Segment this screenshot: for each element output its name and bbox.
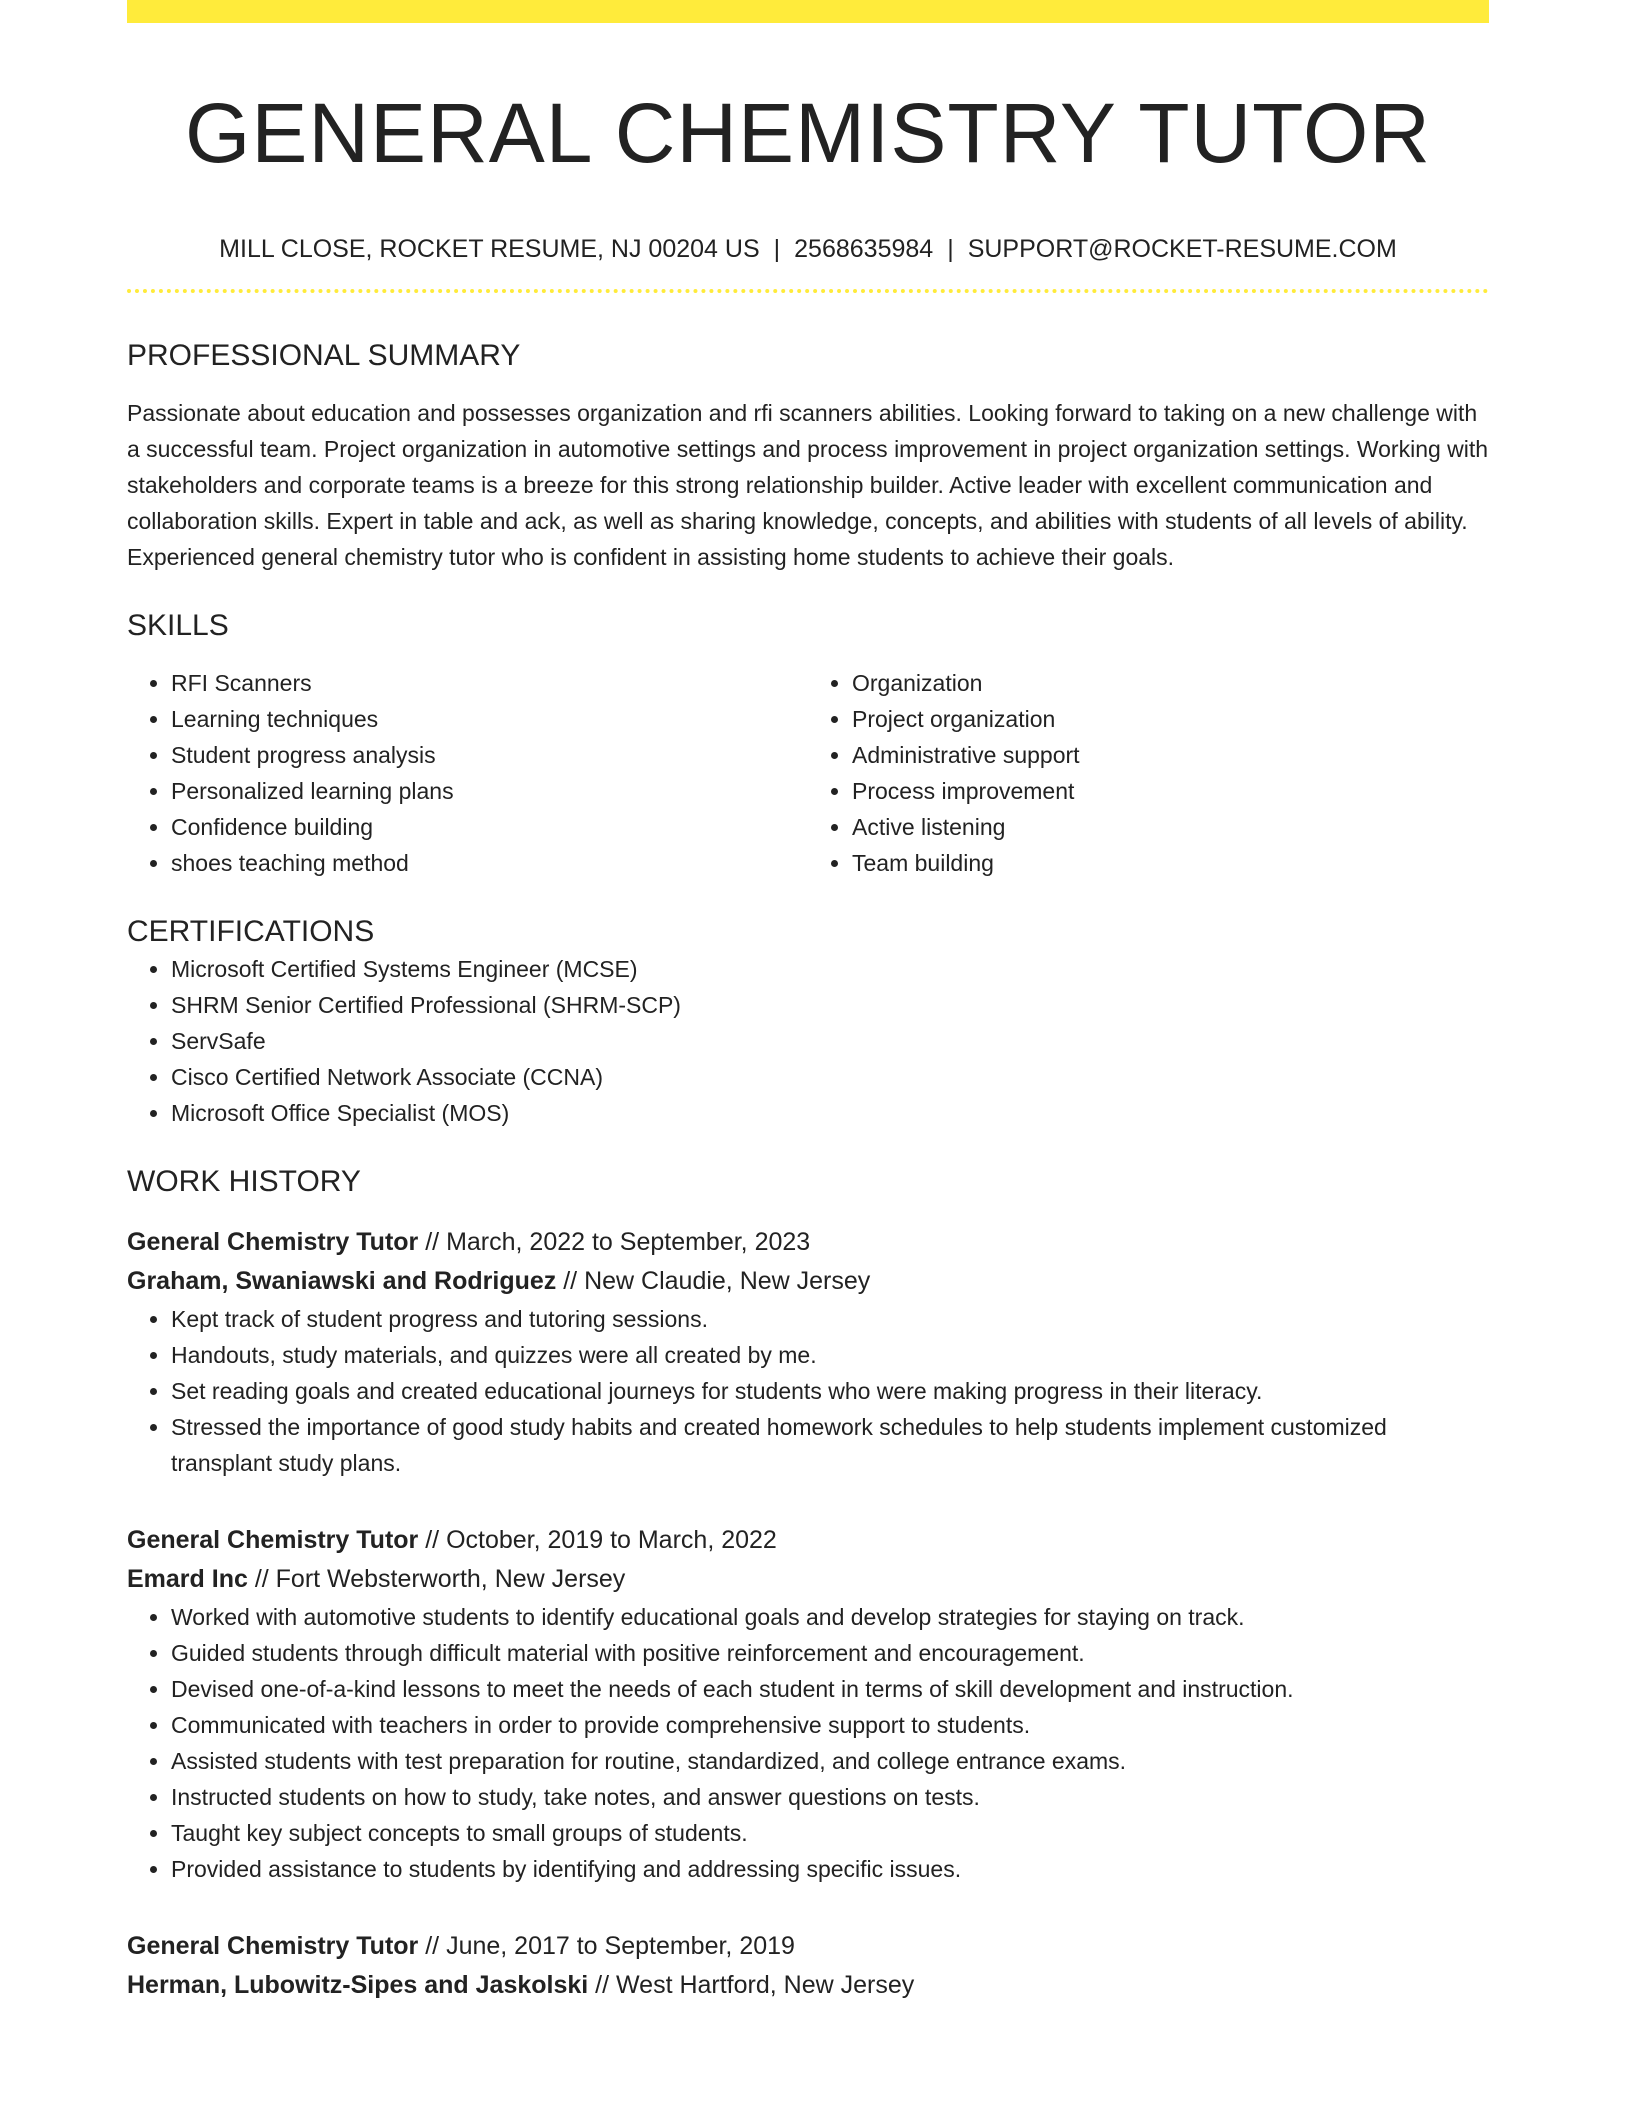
- job-bullet: • Assisted students with test preparation for routine, standardized, and college entrance exams.: [171, 1743, 1489, 1779]
- skill-item: • shoes teaching method: [171, 845, 808, 881]
- skill-item: • Personalized learning plans: [171, 773, 808, 809]
- job-role: General Chemistry Tutor: [127, 1228, 419, 1256]
- job-role-line: [127, 1927, 1489, 1966]
- job-entry: [127, 1223, 1489, 1481]
- skills-list-left: [127, 665, 808, 881]
- job-dates: // October, 2019 to March, 2022: [418, 1526, 777, 1554]
- job-dates: // June, 2017 to September, 2019: [418, 1932, 795, 1960]
- job-bullets: [127, 1599, 1489, 1887]
- job-company: Herman, Lubowitz-Sipes and Jaskolski: [127, 1971, 589, 1999]
- skill-item: • RFI Scanners: [171, 665, 808, 701]
- job-bullet: • Set reading goals and created educational journeys for students who were making progress in their literacy.: [171, 1373, 1489, 1409]
- skills-grid: [127, 665, 1489, 881]
- job-location: // New Claudie, New Jersey: [556, 1267, 871, 1295]
- section-title-certifications: CERTIFICATIONS: [127, 915, 375, 948]
- summary-text: Passionate about education and possesses organization and rfi scanners abilities. Looking forward to taking on a new challenge with a successful team. Project organization in automotive settings and process improvement in project organization settings. Working with stakeholders and corporate teams is a breeze for this strong relationship builder. Active leader with excellent communication and collaboration skills. Expert in table and ack, as well as sharing knowledge, concepts, and abilities with students of all levels of ability. Experienced general chemistry tutor who is confident in assisting home students to achieve their goals.: [127, 400, 1489, 570]
- skill-item: • Confidence building: [171, 809, 808, 845]
- skills-list-right: [808, 665, 1489, 881]
- job-role-line: [127, 1521, 1489, 1560]
- job-location: // Fort Websterworth, New Jersey: [247, 1565, 626, 1593]
- job-entry: [127, 1521, 1489, 1887]
- job-bullet: • Taught key subject concepts to small groups of students.: [171, 1815, 1489, 1851]
- job-bullet: • Instructed students on how to study, take notes, and answer questions on tests.: [171, 1779, 1489, 1815]
- contact-email: SUPPORT@ROCKET-RESUME.COM: [967, 235, 1397, 263]
- skill-item: • Student progress analysis: [171, 737, 808, 773]
- job-dates: // March, 2022 to September, 2023: [418, 1228, 811, 1256]
- job-entry: [127, 1927, 1489, 2005]
- header-divider: [127, 289, 1489, 293]
- skill-item: • Learning techniques: [171, 701, 808, 737]
- top-accent-bar: [127, 0, 1489, 23]
- job-bullet: • Worked with automotive students to identify educational goals and develop strategies for staying on track.: [171, 1599, 1489, 1635]
- job-location: // West Hartford, New Jersey: [588, 1971, 915, 1999]
- job-company: Graham, Swaniawski and Rodriguez: [127, 1267, 557, 1295]
- job-bullet: • Communicated with teachers in order to provide comprehensive support to students.: [171, 1707, 1489, 1743]
- section-title-summary: PROFESSIONAL SUMMARY: [127, 339, 521, 372]
- job-company-line: [127, 1966, 1489, 2005]
- job-role: General Chemistry Tutor: [127, 1526, 419, 1554]
- job-bullets: [127, 1301, 1489, 1481]
- contact-phone: 2568635984: [794, 235, 934, 263]
- skill-item: • Organization: [852, 665, 1489, 701]
- skill-item: • Administrative support: [852, 737, 1489, 773]
- job-company-line: [127, 1560, 1489, 1599]
- section-title-skills: SKILLS: [127, 609, 229, 642]
- skill-item: • Process improvement: [852, 773, 1489, 809]
- job-bullet: • Provided assistance to students by identifying and addressing specific issues.: [171, 1851, 1489, 1887]
- contact-line: [127, 233, 1489, 265]
- contact-address: MILL CLOSE, ROCKET RESUME, NJ 00204 US: [219, 235, 760, 263]
- job-bullet: • Kept track of student progress and tutoring sessions.: [171, 1301, 1489, 1337]
- certification-item: • Microsoft Office Specialist (MOS): [171, 1095, 1489, 1131]
- section-title-work-history: WORK HISTORY: [127, 1165, 361, 1198]
- certifications-list: [127, 951, 1489, 1131]
- resume-page: [127, 0, 1489, 2005]
- skill-item: • Team building: [852, 845, 1489, 881]
- job-bullet: • Handouts, study materials, and quizzes were all created by me.: [171, 1337, 1489, 1373]
- certification-item: • ServSafe: [171, 1023, 1489, 1059]
- resume-name: GENERAL CHEMISTRY TUTOR: [185, 86, 1431, 180]
- certification-item: • SHRM Senior Certified Professional (SHRM-SCP): [171, 987, 1489, 1023]
- certification-item: • Microsoft Certified Systems Engineer (MCSE): [171, 951, 1489, 987]
- contact-separator: |: [773, 235, 781, 263]
- job-company: Emard Inc: [127, 1565, 248, 1593]
- skill-item: • Project organization: [852, 701, 1489, 737]
- job-bullet: • Devised one-of-a-kind lessons to meet the needs of each student in terms of skill development and instruction.: [171, 1671, 1489, 1707]
- job-company-line: [127, 1262, 1489, 1301]
- job-role-line: [127, 1223, 1489, 1262]
- job-bullet: • Guided students through difficult material with positive reinforcement and encouragement.: [171, 1635, 1489, 1671]
- contact-separator: |: [947, 235, 954, 263]
- job-role: General Chemistry Tutor: [127, 1932, 419, 1960]
- job-bullet: • Stressed the importance of good study habits and created homework schedules to help students implement customized transplant study plans.: [171, 1409, 1489, 1481]
- certification-item: • Cisco Certified Network Associate (CCNA): [171, 1059, 1489, 1095]
- skill-item: • Active listening: [852, 809, 1489, 845]
